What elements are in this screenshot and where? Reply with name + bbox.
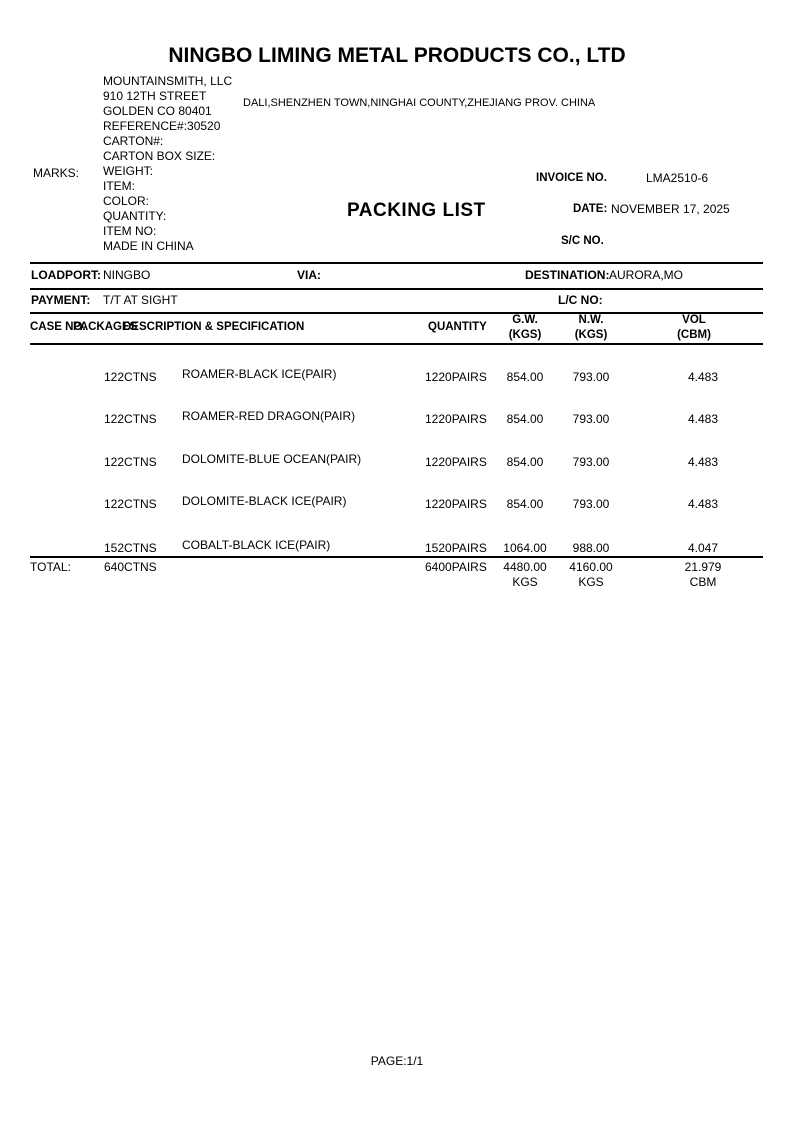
row-description: COBALT-BLACK ICE(PAIR): [182, 538, 331, 552]
row-volume: 4.483: [687, 455, 719, 469]
marks-line: WEIGHT:: [103, 164, 153, 178]
document-title: PACKING LIST: [347, 200, 486, 221]
lc-no-label: L/C NO:: [558, 293, 603, 307]
row-net-weight: 793.00: [572, 455, 610, 469]
date-value: NOVEMBER 17, 2025: [611, 202, 730, 216]
row-volume: 4.047: [687, 541, 719, 555]
total-net-weight: 4160.00: [569, 560, 613, 574]
marks-line: 910 12TH STREET: [103, 89, 207, 103]
total-gw-unit: KGS: [512, 575, 538, 589]
marks-line: QUANTITY:: [103, 209, 167, 223]
date-label: DATE:: [573, 203, 608, 215]
marks-line: ITEM NO:: [103, 224, 157, 238]
company-name: NINGBO LIMING METAL PRODUCTS CO., LTD: [168, 44, 626, 67]
row-packages: 122CTNS: [104, 370, 157, 384]
total-gross-weight: 4480.00: [503, 560, 547, 574]
header-nw: N.W.: [578, 314, 604, 326]
divider: [30, 262, 763, 264]
header-nw-unit: (KGS): [574, 329, 608, 341]
marks-line: MADE IN CHINA: [103, 239, 194, 253]
header-vol-unit: (CBM): [677, 329, 711, 341]
company-cn-address: DALI,SHENZHEN TOWN,NINGHAI COUNTY,ZHEJIANG PROV. CHINA: [243, 97, 596, 109]
header-packages: PACKAGES: [73, 321, 138, 333]
row-net-weight: 793.00: [572, 412, 610, 426]
marks-line: REFERENCE#:30520: [103, 119, 221, 133]
invoice-no-value: LMA2510-6: [646, 171, 709, 185]
loadport-label: LOADPORT:: [31, 268, 101, 282]
payment-value: T/T AT SIGHT: [103, 293, 178, 307]
row-quantity: 1520PAIRS: [425, 541, 487, 555]
total-packages: 640CTNS: [104, 560, 157, 574]
marks-block: [103, 74, 232, 254]
loadport-value: NINGBO: [103, 268, 151, 282]
payment-label: PAYMENT:: [31, 293, 91, 307]
total-nw-unit: KGS: [578, 575, 604, 589]
row-volume: 4.483: [687, 370, 719, 384]
row-packages: 122CTNS: [104, 412, 157, 426]
row-quantity: 1220PAIRS: [425, 370, 487, 384]
marks-label: MARKS:: [33, 166, 80, 180]
header-gw: G.W.: [512, 314, 538, 326]
row-net-weight: 793.00: [572, 370, 610, 384]
page-number: PAGE:1/1: [370, 1054, 424, 1068]
total-quantity: 6400PAIRS: [425, 560, 487, 574]
row-gross-weight: 854.00: [506, 412, 544, 426]
divider: [30, 556, 763, 558]
row-description: ROAMER-BLACK ICE(PAIR): [182, 367, 337, 381]
sc-no-label: S/C NO.: [561, 235, 604, 247]
header-description: DESCRIPTION & SPECIFICATION: [123, 321, 305, 333]
row-volume: 4.483: [687, 412, 719, 426]
destination-value: AURORA,MO: [609, 268, 684, 282]
marks-line: ITEM:: [103, 179, 135, 193]
total-label: TOTAL:: [30, 560, 71, 574]
header-case-no: CASE NO.: [30, 321, 86, 333]
row-quantity: 1220PAIRS: [425, 455, 487, 469]
total-volume: 21.979: [684, 560, 722, 574]
row-gross-weight: 854.00: [506, 370, 544, 384]
marks-line: CARTON BOX SIZE:: [103, 149, 216, 163]
divider: [30, 288, 763, 290]
row-gross-weight: 854.00: [506, 497, 544, 511]
total-vol-unit: CBM: [689, 575, 717, 589]
row-description: DOLOMITE-BLUE OCEAN(PAIR): [182, 452, 362, 466]
header-vol: VOL: [682, 314, 706, 326]
row-volume: 4.483: [687, 497, 719, 511]
row-quantity: 1220PAIRS: [425, 497, 487, 511]
row-description: DOLOMITE-BLACK ICE(PAIR): [182, 494, 347, 508]
row-gross-weight: 1064.00: [503, 541, 547, 555]
invoice-no-label: INVOICE NO.: [536, 172, 607, 184]
marks-line: CARTON#:: [103, 134, 164, 148]
row-net-weight: 988.00: [572, 541, 610, 555]
via-label: VIA:: [297, 268, 321, 282]
header-quantity: QUANTITY: [428, 321, 487, 333]
marks-line: MOUNTAINSMITH, LLC: [103, 74, 233, 88]
divider: [30, 312, 763, 314]
row-packages: 152CTNS: [104, 541, 157, 555]
row-quantity: 1220PAIRS: [425, 412, 487, 426]
header-gw-unit: (KGS): [508, 329, 542, 341]
row-description: ROAMER-RED DRAGON(PAIR): [182, 409, 356, 423]
row-gross-weight: 854.00: [506, 455, 544, 469]
marks-line: GOLDEN CO 80401: [103, 104, 212, 118]
row-packages: 122CTNS: [104, 455, 157, 469]
row-net-weight: 793.00: [572, 497, 610, 511]
divider: [30, 343, 763, 345]
row-packages: 122CTNS: [104, 497, 157, 511]
marks-line: COLOR:: [103, 194, 150, 208]
destination-label: DESTINATION:: [525, 268, 610, 282]
